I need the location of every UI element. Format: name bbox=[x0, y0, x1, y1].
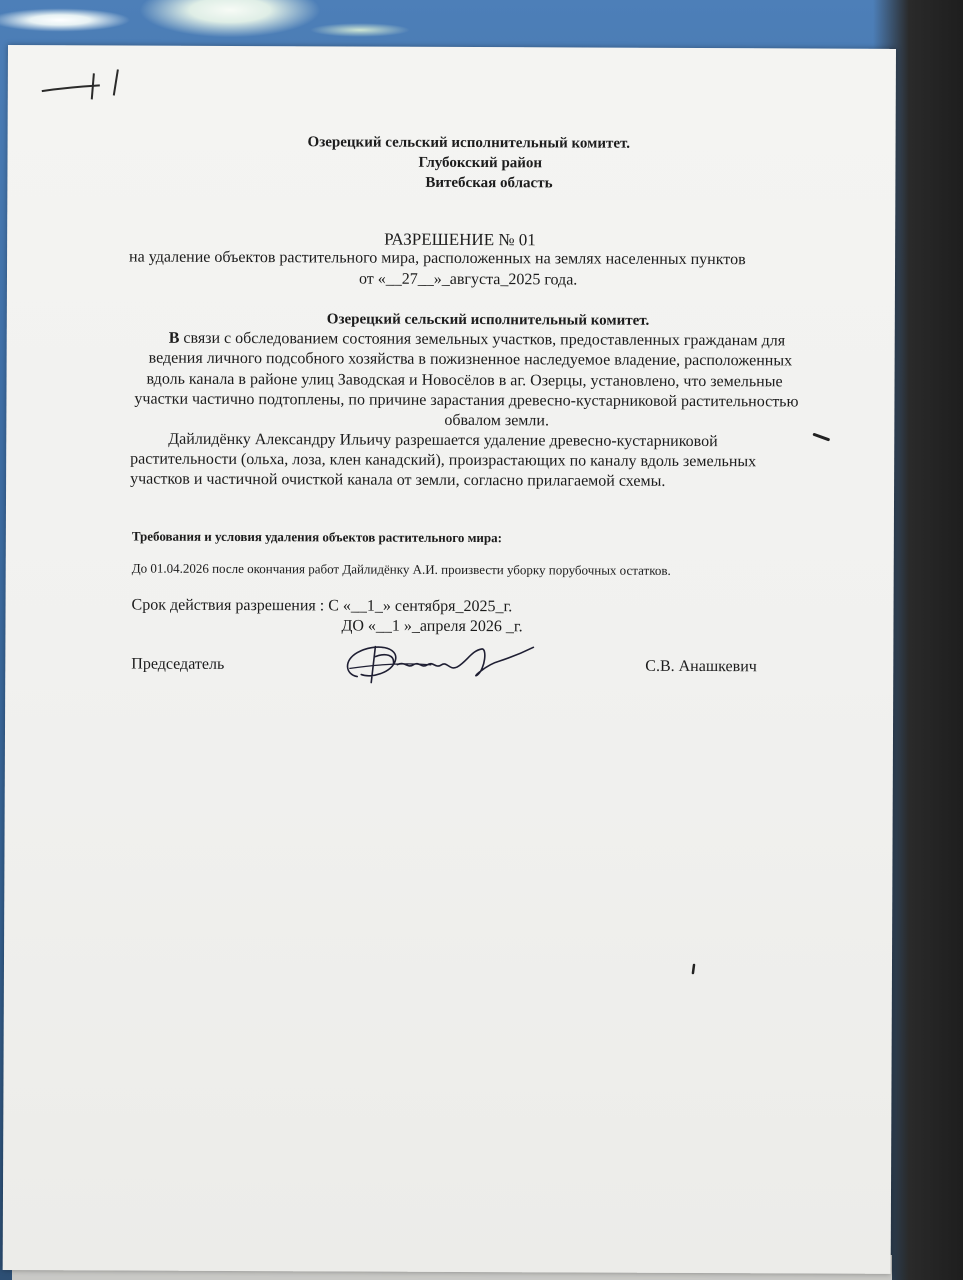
paragraph-1-line-4: участки частично подтоплены, по причине зарастания древесно-кустарниковой растительностью bbox=[134, 390, 799, 411]
header-district-line: Глубокский район bbox=[418, 154, 543, 172]
document-page bbox=[3, 45, 896, 1274]
signature-position: Председатель bbox=[131, 655, 225, 673]
paragraph-2-line-3: участков и частичной очисткой канала от земли, согласно прилагаемой схемы. bbox=[130, 470, 666, 490]
body-org-heading: Озерецкий сельский исполнительный комитет. bbox=[326, 311, 650, 329]
signature-name: С.В. Анашкевич bbox=[645, 657, 757, 676]
validity-line-2: ДО «__1 »_апреля 2026 _г. bbox=[341, 617, 523, 636]
paragraph-2-line-2: растительности (ольха, лоза, клен канадский), произрастающих по каналу вдоль земельных bbox=[130, 450, 757, 471]
paragraph-1-line-5: обвалом земли. bbox=[444, 411, 550, 430]
handwritten-signature bbox=[335, 634, 535, 695]
requirements-heading: Требования и условия удаления объектов растительного мира: bbox=[131, 528, 503, 546]
margin-note bbox=[8, 45, 9, 46]
permit-date-line: от «__27__»_августа_2025 года. bbox=[358, 270, 578, 289]
requirements-text: До 01.04.2026 после окончания работ Дайлидёнку А.И. произвести уборку порубочных остатков. bbox=[131, 560, 671, 578]
permit-title: РАЗРЕШЕНИЕ № 01 bbox=[384, 229, 536, 250]
header-org-line: Озерецкий сельский исполнительный комитет. bbox=[307, 134, 631, 152]
ink-mark bbox=[812, 433, 830, 443]
paragraph-1-line-1 bbox=[169, 330, 785, 351]
header-region-line: Витебская область bbox=[425, 174, 553, 192]
paragraph-1-lead: В bbox=[168, 329, 180, 347]
validity-line-1: Срок действия разрешения : С «__1_» сентября_2025_г. bbox=[131, 596, 513, 616]
ink-dot bbox=[690, 963, 698, 975]
paragraph-2-line-1: Дайлидёнку Александру Ильичу разрешается удаление древесно-кустарниковой bbox=[168, 430, 718, 451]
paragraph-1-line-3: вдоль канала в районе улиц Заводская и Новосёлов в аг. Озерцы, установлено, что земельные bbox=[146, 370, 783, 391]
handwritten-plus-one-mark bbox=[38, 65, 128, 105]
permit-subtitle: на удаление объектов растительного мира, расположенных на землях населенных пунктов bbox=[129, 248, 746, 269]
paragraph-1-line-1-text: связи с обследованием состояния земельных участков, предоставленных гражданам для bbox=[179, 329, 786, 350]
paragraph-1-line-2: ведения личного подсобного хозяйства в пожизненное наследуемое владение, расположенных bbox=[148, 349, 793, 370]
